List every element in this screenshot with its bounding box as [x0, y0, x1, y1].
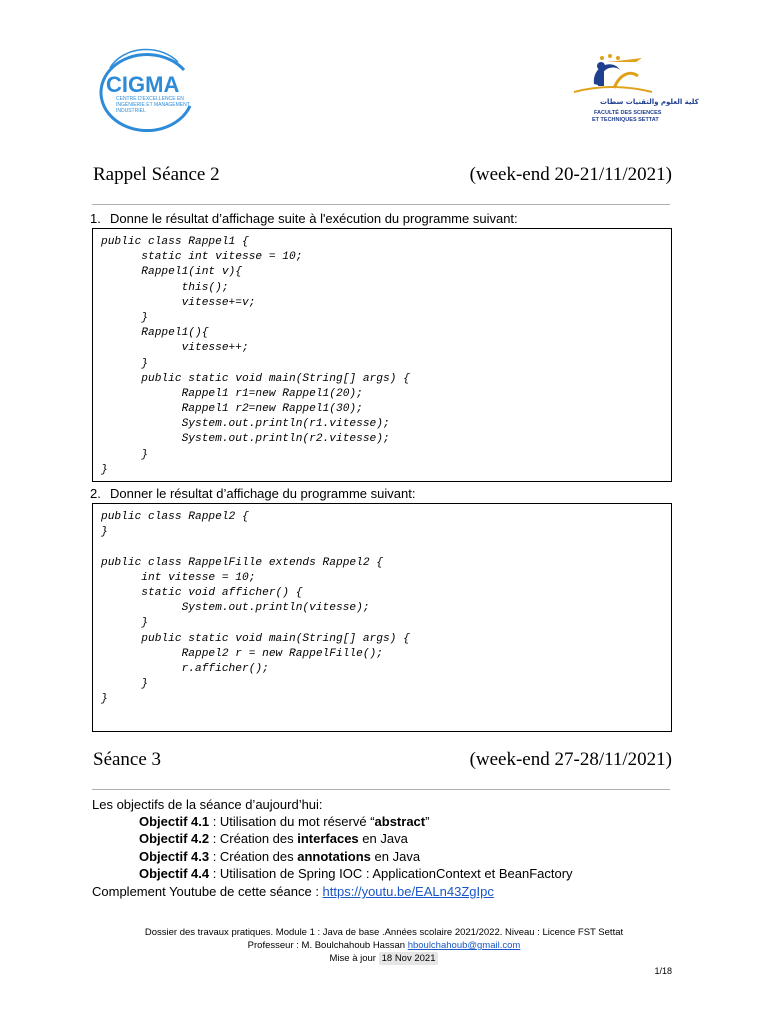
code-block-rappel1 [92, 228, 672, 482]
objective-text-end: ” [425, 814, 430, 829]
code-line: this(); [101, 281, 229, 294]
objective-keyword: interfaces [297, 831, 359, 846]
objective-item [139, 866, 573, 881]
code-line: } [101, 463, 108, 476]
svg-text:CIGMA: CIGMA [106, 72, 180, 97]
code-line: Rappel2 r = new RappelFille(); [101, 647, 383, 660]
code-line: r.afficher(); [101, 662, 269, 675]
code-line: public class Rappel1 { [101, 236, 249, 248]
update-label: Mise à jour [329, 953, 379, 964]
objective-label: Objectif 4.2 [139, 831, 210, 846]
section-date: (week-end 20-21/11/2021) [469, 164, 672, 185]
section-divider [92, 789, 670, 790]
svg-text:INDUSTRIEL: INDUSTRIEL [116, 108, 146, 114]
question-2 [90, 486, 415, 501]
code-line: Rappel1(){ [101, 327, 209, 340]
question-number: 1. [90, 211, 101, 226]
section-divider [92, 204, 670, 205]
code-line: Rappel1(int v){ [101, 266, 242, 279]
fst-settat-logo [564, 52, 699, 132]
svg-text:CENTRE D'EXCELLENCE EN: CENTRE D'EXCELLENCE EN [116, 96, 184, 102]
page-number: 1/18 [654, 966, 672, 976]
objective-item [139, 831, 408, 846]
question-text: Donner le résultat d’affichage du programme suivant: [110, 486, 416, 501]
complement-label: Complement Youtube de cette séance : [92, 884, 323, 899]
footer-professor [0, 940, 768, 951]
cigma-logo [92, 48, 200, 128]
youtube-complement [92, 884, 494, 899]
objectives-intro: Les objectifs de la séance d’aujourd’hui: [92, 797, 323, 812]
footer-course-info: Dossier des travaux pratiques. Module 1 : Java de base .Années scolaire 2021/2022. Niveau : Licence FST Settat [144, 927, 624, 938]
svg-text:ET TECHNIQUES SETTAT: ET TECHNIQUES SETTAT [592, 117, 659, 123]
code-line: } [101, 357, 148, 370]
youtube-link[interactable]: https://youtu.be/EALn43ZgIpc [322, 884, 494, 899]
code-line: } [101, 678, 148, 691]
question-1 [90, 211, 518, 226]
section-title: Séance 3 [93, 749, 162, 770]
objective-keyword: abstract [374, 814, 426, 829]
code-block-rappel2 [92, 503, 672, 732]
question-number: 2. [90, 486, 101, 501]
professor-email-link[interactable]: hboulchahoub@gmail.com [407, 940, 521, 951]
objective-text: : Création des [209, 849, 298, 864]
question-text: Donne le résultat d’affichage suite à l'exécution du programme suivant: [110, 211, 518, 226]
objective-text: : Création des [209, 831, 298, 846]
section-title: Rappel Séance 2 [93, 164, 220, 185]
code-line: vitesse++; [101, 342, 249, 355]
code-line: int vitesse = 10; [101, 571, 256, 584]
svg-text:FACULTÉ DES SCIENCES: FACULTÉ DES SCIENCES [594, 110, 662, 116]
objective-item [139, 814, 429, 829]
objective-text: : Utilisation du mot réservé “ [209, 814, 375, 829]
professor-label: Professeur : M. Boulchahoub Hassan [247, 940, 408, 951]
code-line: } [101, 617, 148, 630]
code-line: System.out.println(r2.vitesse); [101, 433, 390, 446]
code-line: System.out.println(r1.vitesse); [101, 418, 390, 431]
code-line: static int vitesse = 10; [101, 251, 303, 264]
objective-keyword: annotations [297, 849, 371, 864]
code-line: } [101, 693, 108, 706]
code-line [101, 540, 663, 555]
code-line: public class Rappel2 { [101, 511, 249, 523]
code-line: static void afficher() { [101, 586, 303, 599]
objective-label: Objectif 4.1 [139, 814, 210, 829]
objective-label: Objectif 4.3 [139, 849, 210, 864]
code-line: } [101, 526, 108, 539]
code-line: public static void main(String[] args) { [101, 372, 410, 385]
code-line: public class RappelFille extends Rappel2 { [101, 556, 383, 569]
section-date: (week-end 27-28/11/2021) [469, 749, 672, 770]
svg-text:كلية العلوم والتقنيات سطات: كلية العلوم والتقنيات سطات [600, 98, 699, 106]
footer-update [0, 953, 768, 964]
code-line: public static void main(String[] args) { [101, 632, 410, 645]
objective-text-end: en Java [370, 849, 421, 864]
objective-text-end: en Java [358, 831, 408, 846]
objective-text: : Utilisation de Spring IOC : ApplicationContext et BeanFactory [209, 866, 573, 881]
code-line: Rappel1 r1=new Rappel1(20); [101, 387, 363, 400]
code-line: } [101, 311, 148, 324]
objective-label: Objectif 4.4 [139, 866, 210, 881]
update-date: 18 Nov 2021 [379, 952, 439, 965]
code-line: vitesse+=v; [101, 296, 256, 309]
code-line: Rappel1 r2=new Rappel1(30); [101, 403, 363, 416]
svg-text:INGÉNIERIE ET MANAGEMENT: INGÉNIERIE ET MANAGEMENT [116, 102, 190, 108]
code-line: } [101, 448, 148, 461]
objective-item [139, 849, 420, 864]
code-line: System.out.println(vitesse); [101, 602, 370, 615]
